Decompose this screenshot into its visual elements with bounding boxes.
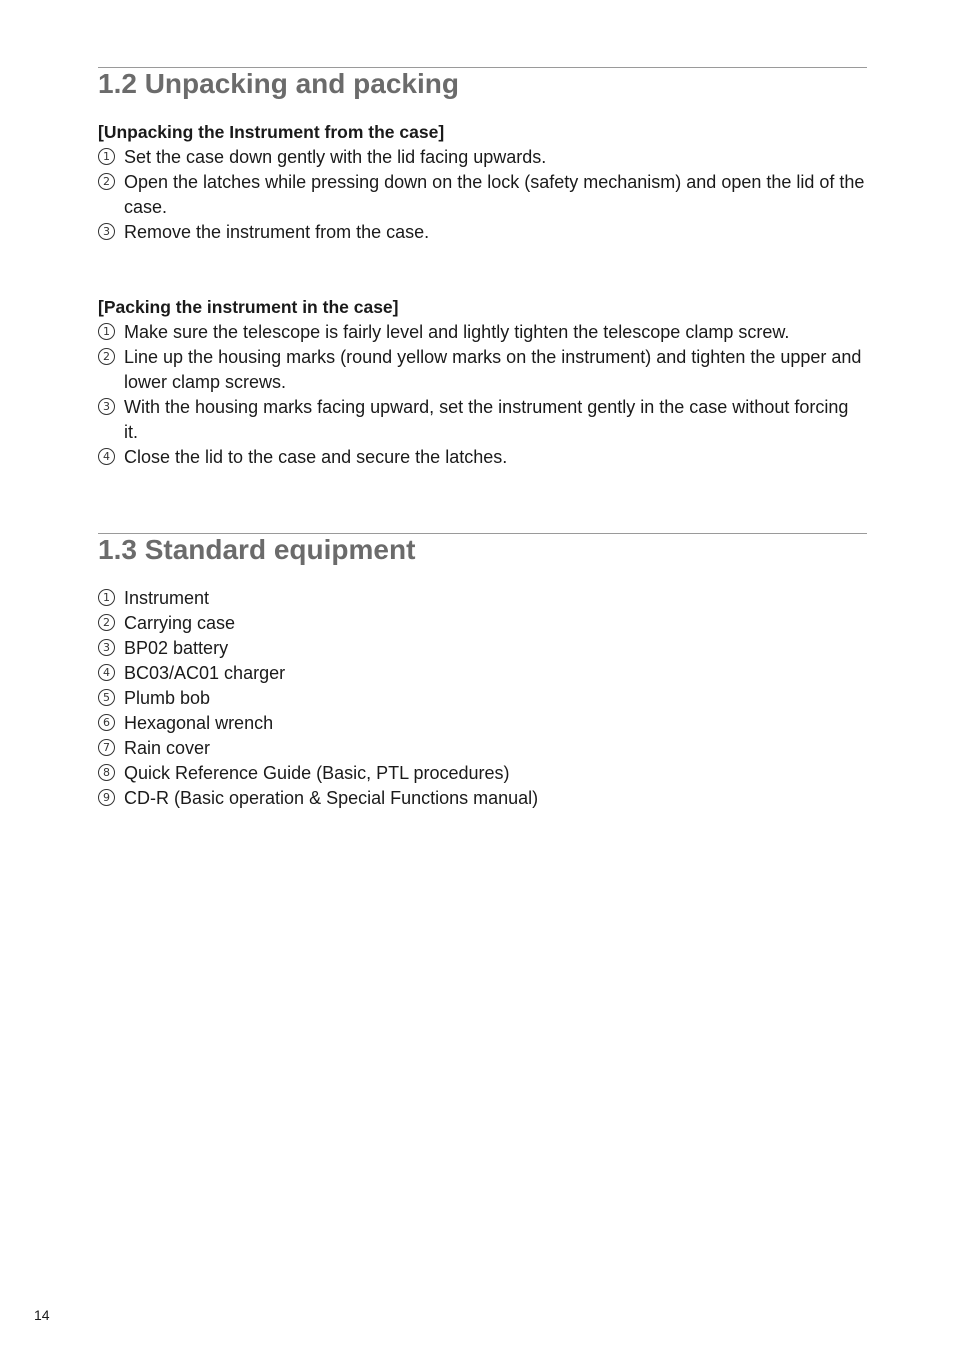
item-text: Plumb bob bbox=[124, 688, 211, 708]
list-item bbox=[98, 345, 867, 395]
unpacking-steps bbox=[98, 145, 867, 245]
step-text: Open the latches while pressing down on the lock (safety mechanism) and open the lid of the case. bbox=[124, 172, 865, 217]
item-text: Quick Reference Guide (Basic, PTL procedures) bbox=[124, 763, 510, 783]
circled-number: 1 bbox=[98, 589, 115, 606]
circled-number: 8 bbox=[98, 764, 115, 781]
unpacking-heading: [Unpacking the Instrument from the case] bbox=[98, 122, 445, 142]
equipment-list bbox=[98, 586, 867, 811]
circled-number: 4 bbox=[98, 448, 115, 465]
circled-number: 4 bbox=[98, 664, 115, 681]
circled-number: 1 bbox=[98, 323, 115, 340]
circled-number: 5 bbox=[98, 689, 115, 706]
item-text: Instrument bbox=[124, 588, 210, 608]
list-item bbox=[98, 395, 867, 445]
circled-number: 2 bbox=[98, 173, 115, 190]
list-item bbox=[98, 220, 867, 245]
step-text: With the housing marks facing upward, set the instrument gently in the case without forcing it. bbox=[124, 397, 849, 442]
page-number: 14 bbox=[34, 1307, 50, 1323]
list-item bbox=[98, 320, 867, 345]
step-text: Line up the housing marks (round yellow marks on the instrument) and tighten the upper and lower clamp screws. bbox=[124, 347, 862, 392]
packing-steps bbox=[98, 320, 867, 470]
item-text: Rain cover bbox=[124, 738, 211, 758]
circled-number: 2 bbox=[98, 614, 115, 631]
circled-number: 1 bbox=[98, 148, 115, 165]
step-text: Close the lid to the case and secure the latches. bbox=[124, 447, 508, 467]
circled-number: 6 bbox=[98, 714, 115, 731]
item-text: BC03/AC01 charger bbox=[124, 663, 286, 683]
list-item bbox=[98, 761, 867, 786]
circled-number: 3 bbox=[98, 639, 115, 656]
circled-number: 2 bbox=[98, 348, 115, 365]
step-text: Make sure the telescope is fairly level and lightly tighten the telescope clamp screw. bbox=[124, 322, 790, 342]
list-item bbox=[98, 686, 867, 711]
circled-number: 3 bbox=[98, 223, 115, 240]
list-item bbox=[98, 786, 867, 811]
step-text: Remove the instrument from the case. bbox=[124, 222, 430, 242]
section-standard-equipment bbox=[98, 533, 867, 811]
section-unpacking-packing bbox=[98, 67, 867, 470]
list-item bbox=[98, 611, 867, 636]
list-item bbox=[98, 711, 867, 736]
list-item bbox=[98, 661, 867, 686]
list-item bbox=[98, 586, 867, 611]
list-item bbox=[98, 636, 867, 661]
item-text: CD-R (Basic operation & Special Functions manual) bbox=[124, 788, 539, 808]
list-item bbox=[98, 145, 867, 170]
step-text: Set the case down gently with the lid facing upwards. bbox=[124, 147, 547, 167]
item-text: Carrying case bbox=[124, 613, 236, 633]
circled-number: 7 bbox=[98, 739, 115, 756]
circled-number: 3 bbox=[98, 398, 115, 415]
item-text: Hexagonal wrench bbox=[124, 713, 274, 733]
list-item bbox=[98, 445, 867, 470]
list-item bbox=[98, 736, 867, 761]
list-item bbox=[98, 170, 867, 220]
packing-heading: [Packing the instrument in the case] bbox=[98, 297, 399, 317]
circled-number: 9 bbox=[98, 789, 115, 806]
section-title: 1.3 Standard equipment bbox=[98, 534, 416, 565]
section-title: 1.2 Unpacking and packing bbox=[98, 68, 459, 99]
item-text: BP02 battery bbox=[124, 638, 229, 658]
